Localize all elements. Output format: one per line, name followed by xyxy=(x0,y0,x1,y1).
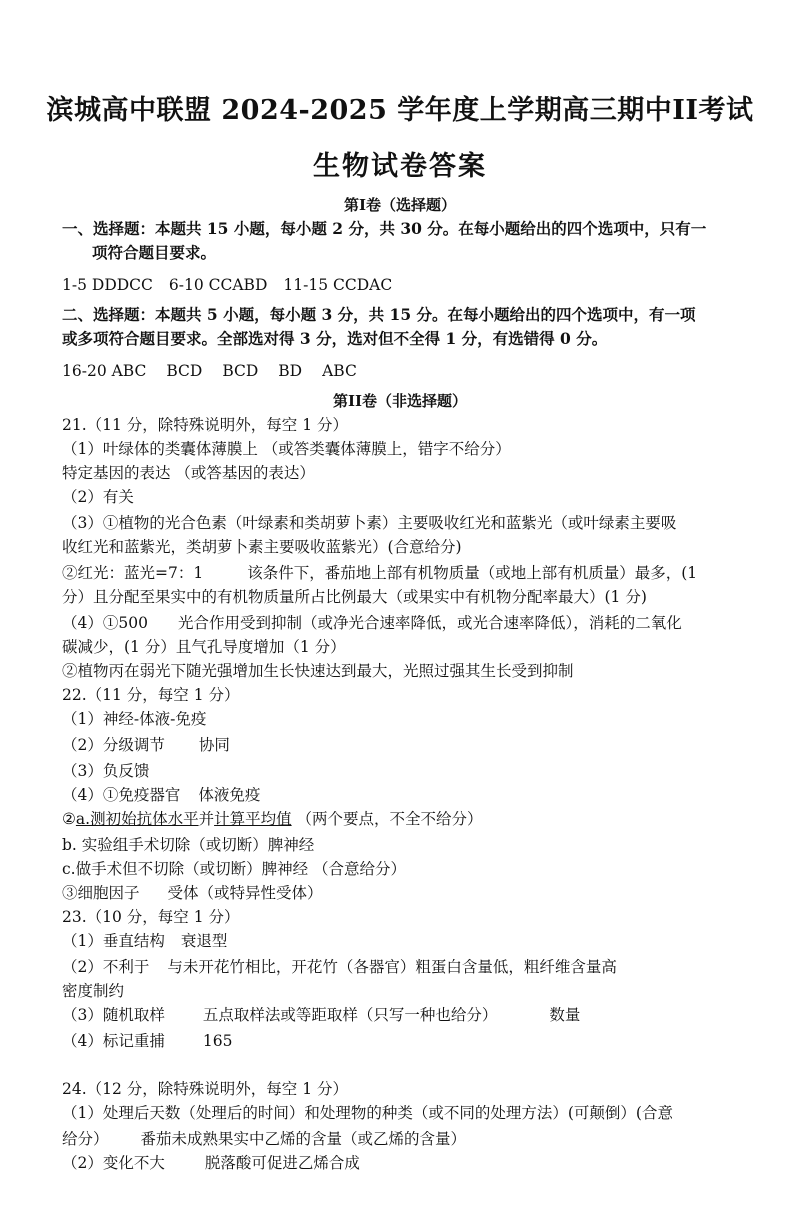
q24-answer: （2）变化不大 xyxy=(62,1154,165,1172)
q24-header: 24.（12 分，除特殊说明外，每空 1 分） xyxy=(62,1080,349,1098)
answers-1-15 xyxy=(62,274,752,296)
q24-note: 给分） xyxy=(62,1130,109,1148)
q23-answer: 165 xyxy=(202,1032,233,1050)
section2-intro-cont: 或多项符合题目要求。全部选对得 3 分，选对但不全得 1 分，有选错得 0 分。 xyxy=(62,329,608,348)
q24-line: （1）处理后天数（处理后的时间）和处理物的种类（或不同的处理方法）(可颠倒）(合意 xyxy=(62,1104,673,1122)
q21-line xyxy=(62,562,752,584)
q21-ratio: ②红光：蓝光=7：1 xyxy=(62,564,204,582)
q24-answer: 番茄未成熟果实中乙烯的含量（或乙烯的含量） xyxy=(140,1130,467,1148)
exam-title: 滨城高中联盟 2024-2025 学年度上学期高三期中II考试 xyxy=(46,95,754,126)
q22-underlined-step: 计算平均值 xyxy=(214,810,292,828)
q22-line: （3）负反馈 xyxy=(62,762,150,780)
q22-answer: ③细胞因子 xyxy=(62,884,140,902)
q22-line: b. 实验组手术切除（或切断）脾神经 xyxy=(62,836,315,854)
q22-note: （两个要点，不全不给分） xyxy=(291,810,483,828)
q23-line xyxy=(62,1030,752,1052)
q23-explanation: 与未开花竹相比，开花竹（各器官）粗蛋白含量低，粗纤维含量高 xyxy=(167,958,617,976)
q22-line xyxy=(62,882,752,904)
q22-connector: 并 xyxy=(198,810,215,828)
section1-intro: 一、选择题：本题共 15 小题，每小题 2 分，共 30 分。在每小题给出的四个选项中，只有一 xyxy=(62,219,707,238)
answer-group: 16-20 ABC xyxy=(62,362,147,380)
q21-line: 特定基因的表达 （或答基因的表达） xyxy=(62,464,315,482)
q23-answer: （3）随机取样 xyxy=(62,1006,165,1024)
q22-answer: 受体（或特异性受体） xyxy=(167,884,323,902)
q21-line: ②植物丙在弱光下随光强增加生长快速达到最大，光照过强其生长受到抑制 xyxy=(62,662,574,680)
q21-explanation: 光合作用受到抑制（或净光合速率降低，或光合速率降低），消耗的二氧化 xyxy=(177,614,682,632)
q23-line xyxy=(62,956,752,978)
q23-answer: 五点取样法或等距取样（只写一种也给分） xyxy=(202,1006,498,1024)
q22-line: c.做手术但不切除（或切断）脾神经 （合意给分） xyxy=(62,860,407,878)
q22-line xyxy=(62,808,752,830)
answer-group: ABC xyxy=(322,362,357,380)
q24-line xyxy=(62,1152,752,1174)
q22-underlined-step: a.测初始抗体水平 xyxy=(75,810,199,828)
q22-answer: （4）①免疫器官 xyxy=(62,786,181,804)
q24-answer: 脱落酸可促进乙烯合成 xyxy=(204,1154,360,1172)
q22-answer: 体液免疫 xyxy=(198,786,261,804)
q23-line: 密度制约 xyxy=(62,982,125,1000)
part2-heading: 第II卷（非选择题） xyxy=(332,392,468,410)
q21-line xyxy=(62,612,752,634)
q22-marker: ② xyxy=(62,810,76,828)
q21-line: （2）有关 xyxy=(62,488,134,506)
section2-intro: 二、选择题：本题共 5 小题，每小题 3 分，共 15 分。在每小题给出的四个选项中，有一项 xyxy=(62,305,696,324)
section1-intro-cont: 项符合题目要求。 xyxy=(92,243,217,262)
q22-line: （1）神经-体液-免疫 xyxy=(62,710,207,728)
q23-line xyxy=(62,1004,752,1026)
answer-group: BCD xyxy=(222,362,259,380)
q23-answer: 数量 xyxy=(549,1006,581,1024)
answers-16-20 xyxy=(62,360,752,382)
q21-line: 收红光和蓝紫光，类胡萝卜素主要吸收蓝紫光）(合意给分) xyxy=(62,538,462,556)
answer-group: 6-10 CCABD xyxy=(168,276,268,294)
q21-line: （3）①植物的光合色素（叶绿素和类胡萝卜素）主要吸收红光和蓝紫光（或叶绿素主要吸 xyxy=(62,514,677,532)
q21-line: 分）且分配至果实中的有机物质量所占比例最大（或果实中有机物分配率最大）(1 分) xyxy=(62,588,647,606)
answer-group: BD xyxy=(278,362,303,380)
q23-header: 23.（10 分，每空 1 分） xyxy=(62,908,240,926)
answer-group: BCD xyxy=(166,362,203,380)
q24-line xyxy=(62,1128,752,1150)
q23-answer: （4）标记重捕 xyxy=(62,1032,165,1050)
q21-line: （1）叶绿体的类囊体薄膜上 （或答类囊体薄膜上，错字不给分） xyxy=(62,440,511,458)
q21-explanation: 该条件下，番茄地上部有机物质量（或地上部有机质量）最多，(1 xyxy=(247,564,698,582)
q21-line: 碳减少，(1 分）且气孔导度增加（1 分） xyxy=(62,638,346,656)
exam-subtitle: 生物试卷答案 xyxy=(313,151,487,182)
q22-line xyxy=(62,734,752,756)
q21-value: （4）①500 xyxy=(62,614,148,632)
q22-line xyxy=(62,784,752,806)
answer-group: 1-5 DDDCC xyxy=(62,276,153,294)
q23-answer: （2）不利于 xyxy=(62,958,150,976)
q22-header: 22.（11 分，每空 1 分） xyxy=(62,686,240,704)
q23-answer: 衰退型 xyxy=(180,932,228,950)
answer-group: 11-15 CCDAC xyxy=(283,276,393,294)
q21-header: 21.（11 分，除特殊说明外，每空 1 分） xyxy=(62,416,349,434)
q22-answer: （2）分级调节 xyxy=(62,736,165,754)
q23-line xyxy=(62,930,752,952)
part1-heading: 第I卷（选择题） xyxy=(343,196,457,214)
q22-answer: 协同 xyxy=(198,736,230,754)
q23-answer: （1）垂直结构 xyxy=(62,932,165,950)
